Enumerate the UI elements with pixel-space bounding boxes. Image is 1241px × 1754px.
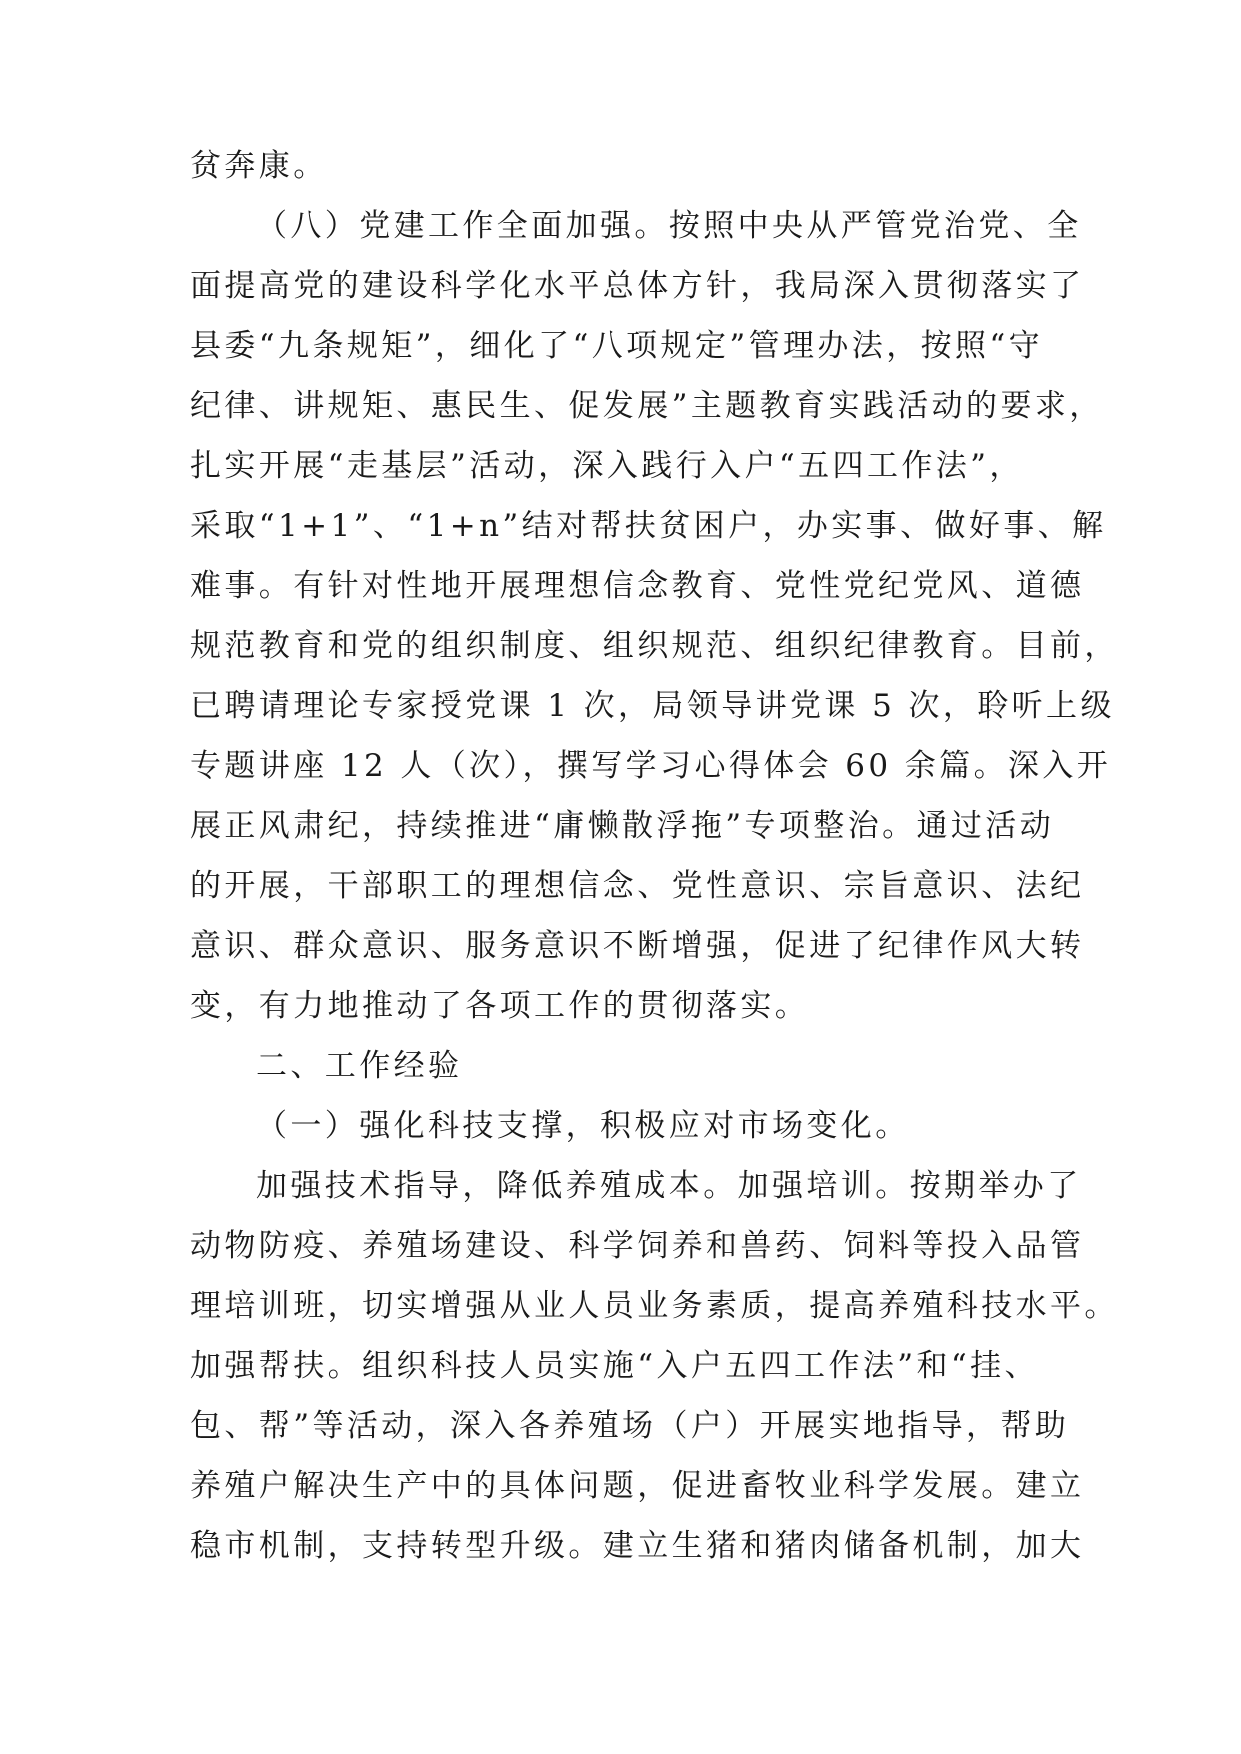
text-line-3: 面提高党的建设科学化水平总体方针，我局深入贯彻落实了 <box>190 268 1085 304</box>
text-line-12: 展正风肃纪，持续推进“庸懒散浮拖”专项整治。通过活动 <box>190 808 1055 844</box>
section-heading: 二、工作经验 <box>256 1048 463 1084</box>
text-line-13: 的开展，干部职工的理想信念、党性意识、宗旨意识、法纪 <box>190 868 1085 904</box>
text-line-22: 包、帮”等活动，深入各养殖场（户）开展实地指导，帮助 <box>190 1408 1070 1444</box>
text-line-11: 专题讲座 12 人（次），撰写学习心得体会 60 余篇。深入开 <box>190 748 1112 784</box>
text-line-8: 难事。有针对性地开展理想信念教育、党性党纪党风、道德 <box>190 568 1085 604</box>
text-line-2: （八）党建工作全面加强。按照中央从严管党治党、全 <box>256 208 1082 244</box>
text-line-9: 规范教育和党的组织制度、组织规范、组织纪律教育。目前， <box>190 628 1119 664</box>
text-line-1: 贫奔康。 <box>190 148 328 184</box>
text-line-24: 稳市机制，支持转型升级。建立生猪和猪肉储备机制，加大 <box>190 1528 1085 1564</box>
text-line-5: 纪律、讲规矩、惠民生、促发展”主题教育实践活动的要求， <box>190 388 1104 424</box>
text-line-14: 意识、群众意识、服务意识不断增强，促进了纪律作风大转 <box>190 928 1085 964</box>
text-line-6: 扎实开展“走基层”活动，深入践行入户“五四工作法”， <box>190 448 1024 484</box>
subsection-heading: （一）强化科技支撑，积极应对市场变化。 <box>256 1108 910 1144</box>
text-line-10: 已聘请理论专家授党课 1 次，局领导讲党课 5 次，聆听上级 <box>190 688 1115 724</box>
text-line-21: 加强帮扶。组织科技人员实施“入户五四工作法”和“挂、 <box>190 1348 1039 1384</box>
text-line-15: 变，有力地推动了各项工作的贯彻落实。 <box>190 988 810 1024</box>
text-line-20: 理培训班，切实增强从业人员业务素质，提高养殖科技水平。 <box>190 1288 1119 1324</box>
text-line-18: 加强技术指导，降低养殖成本。加强培训。按期举办了 <box>256 1168 1082 1204</box>
text-line-4: 县委“九条规矩”，细化了“八项规定”管理办法，按照“守 <box>190 328 1044 364</box>
text-line-23: 养殖户解决生产中的具体问题，促进畜牧业科学发展。建立 <box>190 1468 1085 1504</box>
text-line-19: 动物防疫、养殖场建设、科学饲养和兽药、饲料等投入品管 <box>190 1228 1085 1264</box>
text-line-7: 采取“1+1”、“1+n”结对帮扶贫困户，办实事、做好事、解 <box>190 508 1107 544</box>
